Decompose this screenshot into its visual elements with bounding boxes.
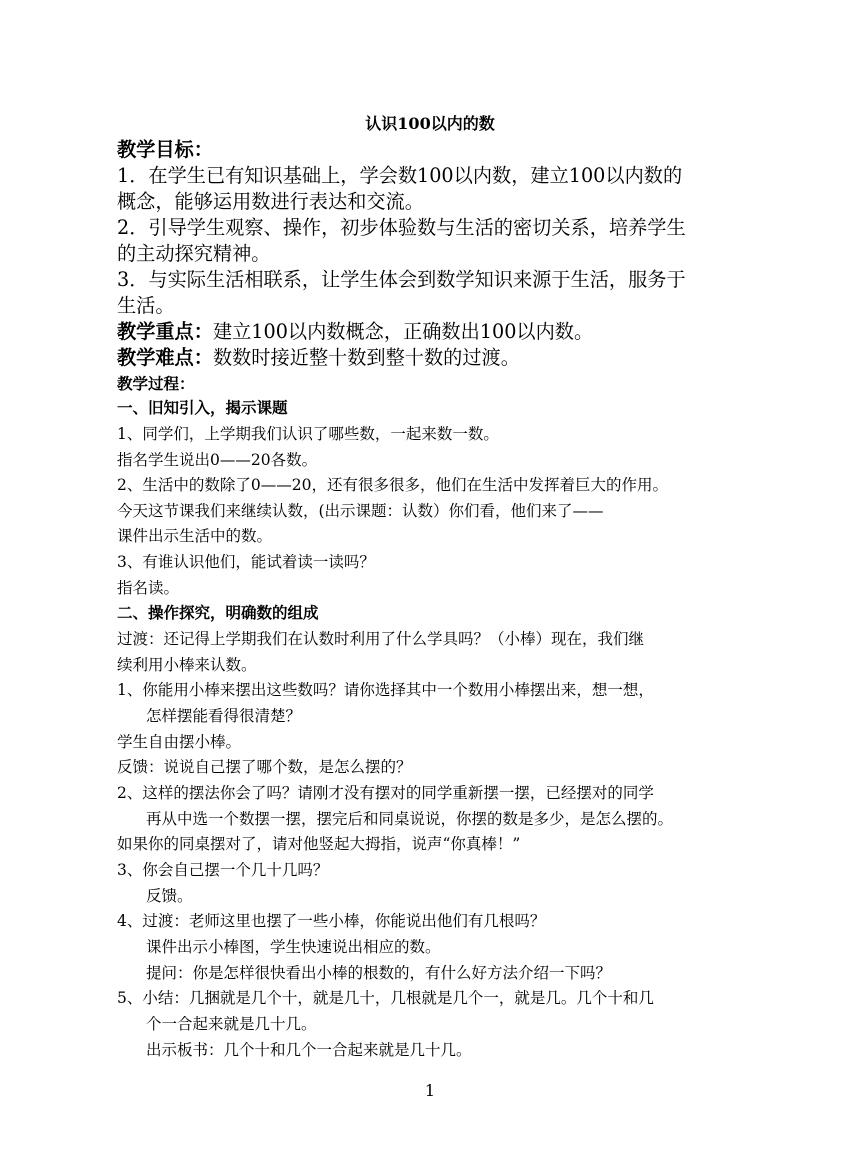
text-line: [117, 449, 317, 471]
text-line: [117, 782, 654, 804]
text-segment: 2、这样的摆法你会了吗？请刚才没有摆对的同学重新摆一摆，已经摆对的同学: [117, 784, 654, 802]
text-line: [117, 397, 288, 419]
text-segment: 个一合起来就是几十几。: [146, 1015, 317, 1033]
text-segment: 指名学生说出0——20各数。: [117, 451, 318, 469]
text-line: [146, 962, 611, 984]
text-line: [117, 577, 179, 599]
text-segment: 4、过渡：老师这里也摆了一些小棒，你能说出他们有几根吗？: [117, 912, 546, 930]
text-line: [117, 731, 241, 753]
text-line: [117, 525, 272, 547]
text-line: [117, 833, 520, 855]
section-heading: 教学过程：: [117, 374, 195, 393]
section-heading: 二、操作探究，明确数的组成: [117, 603, 319, 622]
text-line: [117, 345, 520, 371]
text-segment: 2、生活中的数除了0——20，还有很多很多，他们在生活中发挥着巨大的作用。: [117, 476, 668, 494]
text-segment: 5、小结：几捆就是几个十，就是几十，几根就是几个一，就是几。几个十和几: [117, 989, 654, 1007]
text-line: [117, 267, 686, 293]
text-segment: 1、同学们，上学期我们认识了哪些数，一起来数一数。: [117, 425, 499, 443]
text-segment: 课件出示小棒图，学生快速说出相应的数。: [146, 938, 441, 956]
text-line: [117, 987, 654, 1009]
text-segment: 的主动探究精神。: [117, 242, 271, 265]
text-segment: 学生自由摆小棒。: [117, 733, 242, 751]
text-line: [117, 293, 175, 319]
text-line: [117, 859, 328, 881]
text-segment: 数数时接近整十数到整十数的过渡。: [212, 346, 520, 369]
text-line: [117, 602, 319, 624]
text-segment: 3、你会自己摆一个几十几吗？: [117, 861, 329, 879]
text-segment: 1、你能用小棒来摆出这些数吗？请你选择其中一个数用小棒摆出来，想一想，: [117, 681, 654, 699]
text-segment: 1．在学生已有知识基础上，学会数100以内数，建立100以内数的: [117, 164, 683, 187]
text-line: [146, 1013, 317, 1035]
text-segment: 3、有谁认识他们，能试着读一读吗？: [117, 553, 375, 571]
text-segment: 指名读。: [117, 579, 180, 597]
text-line: [117, 423, 499, 445]
text-line: [117, 910, 545, 932]
text-line: [117, 373, 195, 395]
text-line: [146, 885, 193, 907]
text-segment: 反馈：说说自己摆了哪个数，是怎么摆的？: [117, 758, 412, 776]
text-segment: 3．与实际生活相联系，让学生体会到数学知识来源于生活，服务于: [117, 268, 686, 291]
text-line: [117, 137, 213, 163]
text-line: [117, 756, 412, 778]
text-line: [117, 679, 654, 701]
text-segment: 出示板书：几个十和几个一合起来就是几十几。: [146, 1041, 472, 1059]
text-line: [117, 215, 686, 241]
text-line: [146, 1039, 472, 1061]
text-segment: 如果你的同桌摆对了，请对他竖起大拇指，说声“你真棒！”: [117, 835, 521, 853]
text-segment: 课件出示生活中的数。: [117, 527, 273, 545]
section-heading: 教学重点：: [117, 320, 213, 343]
text-line: [146, 808, 673, 830]
page-number: 1: [424, 1081, 436, 1100]
section-heading: 教学难点：: [117, 346, 213, 369]
text-segment: 再从中选一个数摆一摆，摆完后和同桌说说，你摆的数是多少，是怎么摆的。: [146, 810, 674, 828]
text-segment: 概念，能够运用数进行表达和交流。: [117, 190, 424, 213]
text-segment: 反馈。: [146, 887, 193, 905]
text-segment: 建立100以内数概念，正确数出100以内数。: [212, 320, 594, 343]
text-line: [117, 654, 257, 676]
text-segment: 生活。: [117, 294, 175, 317]
text-segment: 过渡：还记得上学期我们在认数时利用了什么学具吗？（小棒）现在，我们继: [117, 630, 645, 648]
text-segment: 提问：你是怎样很快看出小棒的根数的，有什么好方法介绍一下吗？: [146, 964, 612, 982]
text-line: [117, 319, 593, 345]
document-title: 认识100以内的数: [365, 114, 495, 133]
text-line: [117, 163, 682, 189]
text-line: [117, 241, 271, 267]
text-line: [117, 474, 668, 496]
text-segment: 怎样摆能看得很清楚？: [146, 707, 302, 725]
text-segment: 今天这节课我们来继续认数，(出示课题：认数）你们看，他们来了——: [117, 502, 604, 520]
text-line: [117, 628, 644, 650]
text-line: [146, 705, 301, 727]
text-line: [117, 551, 375, 573]
text-line: [146, 936, 441, 958]
text-line: [117, 189, 424, 215]
section-heading: 教学目标：: [117, 138, 213, 161]
section-heading: 一、旧知引入，揭示课题: [117, 398, 288, 417]
text-segment: 续利用小棒来认数。: [117, 656, 257, 674]
text-line: [117, 500, 604, 522]
text-segment: 2．引导学生观察、操作，初步体验数与生活的密切关系，培养学生: [117, 216, 686, 239]
